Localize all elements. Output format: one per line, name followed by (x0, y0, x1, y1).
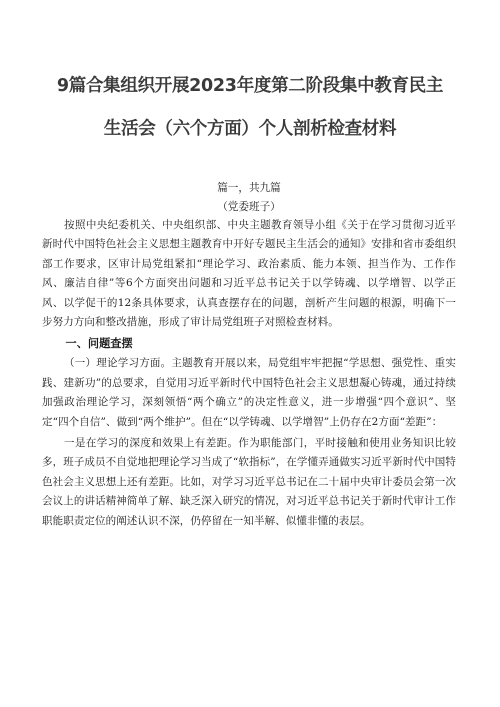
sub-label: （党委班子） (217, 200, 281, 213)
section-heading: 一、问题查摆 (65, 337, 133, 351)
part-label: 篇一，共九篇 (217, 182, 281, 194)
document-body (42, 179, 456, 531)
section-paragraph-2: 一是在学习的深度和效果上有差距。作为职能部门，平时接触和使用业务知识比较多，班子成员不自觉地把理论学习当成了“软指标”，在学懂弄通做实习近平新时代中国特色社会主义思想上还有差距。比如，对学习习近平总书记在二十届中央审计委员会第一次会议上的讲话精神简单了解、缺乏深入研究的情况，对习近平总书记关于新时代审计工作职能职责定位的阐述认识不深，仍停留在一知半解、似懂非懂的表层。 (42, 437, 456, 527)
document-title-line-2: 生活会（六个方面）个人剖析检查材料 (103, 119, 397, 139)
section-paragraph-1: （一）理论学习方面。主题教育开展以来，局党组牢牢把握“学思想、强党性、重实践、建新功”的总要求，自觉用习近平新时代中国特色社会主义思想凝心铸魂，通过持续加强政治理论学习，深刻领悟“两个确立”的决定性意义，进一步增强“四个意识”、坚定“四个自信”、做到“两个维护”。但在“以学铸魂、以学增智”上仍存在2方面“差距”： (42, 357, 456, 428)
document-title-line-1: 9篇合集组织开展2023年度第二阶段集中教育民主 (56, 76, 444, 96)
intro-paragraph: 按照中央纪委机关、中央组织部、中央主题教育领导小组《关于在学习贯彻习近平新时代中国特色社会主义思想主题教育中开好专题民主生活会的通知》安排和省市委组织部工作要求，区审计局党组紧扣“理论学习、政治素质、能力本领、担当作为、工作作风、廉洁自律”等6个方面突出问题和习近平总书记关于以学铸魂、以学增智、以学正风、以学促干的12条具体要求，认真查摆存在的问题，剖析产生问题的根源，明确下一步努力方向和整改措施，形成了审计局党组班子对照检查材料。 (42, 219, 456, 329)
